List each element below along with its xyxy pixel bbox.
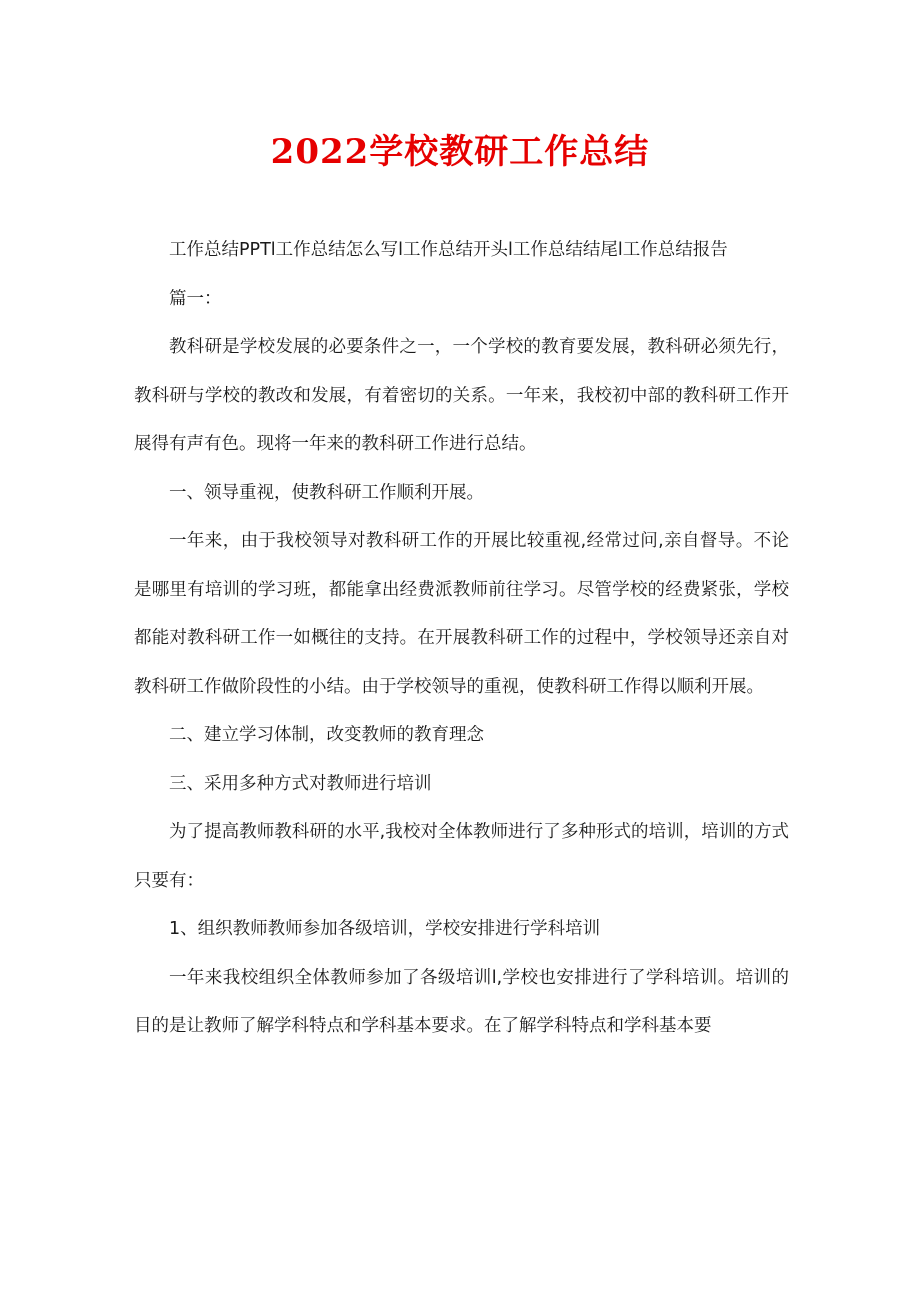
paragraph-leadership: 一年来，由于我校领导对教科研工作的开展比较重视,经常过问,亲自督导。不论是哪里有培训的学习班，都能拿出经费派教师前往学习。尽管学校的经费紧张，学校都能对教科研工作一如概往的支持。在开展教科研工作的过程中，学校领导还亲自对教科研工作做阶段性的小结。由于学校领导的重视，使教科研工作得以顺利开展。: [134, 531, 789, 697]
document-body: [134, 226, 789, 1051]
paragraph-intro: 教科研是学校发展的必要条件之一，一个学校的教育要发展，教科研必须先行，教科研与学校的教改和发展，有着密切的关系。一年来，我校初中部的教科研工作开展得有声有色。现将一年来的教科研工作进行总结。: [134, 337, 789, 454]
heading-leadership: 一、领导重视，使教科研工作顺利开展。: [169, 482, 484, 503]
paragraph-section-label: 篇一：: [169, 288, 222, 309]
heading-training-methods: 三、采用多种方式对教师进行培训: [169, 773, 432, 794]
heading-learning-system: 二、建立学习体制，改变教师的教育理念: [169, 725, 484, 745]
paragraph-training: 为了提高教师教科研的水平,我校对全体教师进行了多种形式的培训，培训的方式只要有：: [134, 822, 789, 891]
paragraph-training-1: 一年来我校组织全体教师参加了各级培训l,学校也安排进行了学科培训。培训的目的是让教师了解学科特点和学科基本要求。在了解学科特点和学科基本要: [134, 967, 789, 1036]
document-title: 2022学校教研工作总结: [270, 132, 650, 172]
paragraph-related-links: 工作总结PPTl工作总结怎么写l工作总结开头l工作总结结尾l工作总结报告: [169, 240, 728, 260]
subheading-training-1: 1、组织教师教师参加各级培训，学校安排进行学科培训: [169, 919, 601, 939]
